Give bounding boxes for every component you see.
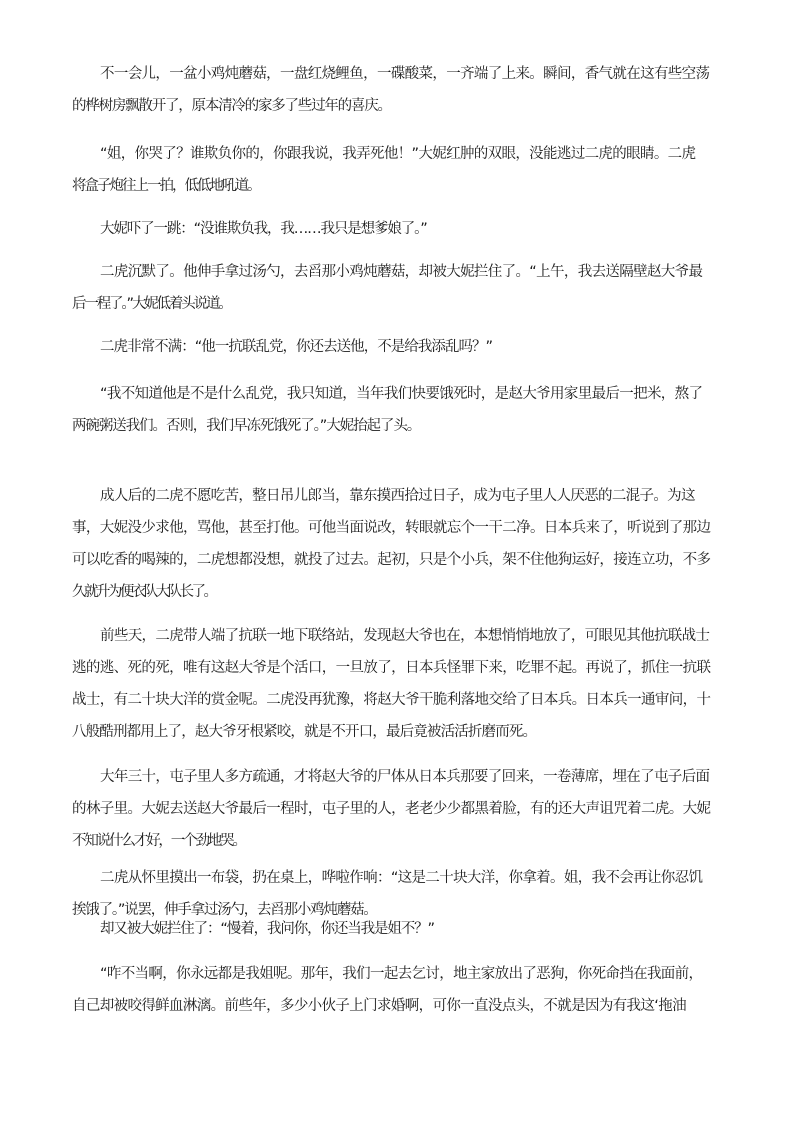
paragraph-line: 不一会儿，一盆小鸡炖蘑菇，一盘红烧鲤鱼，一碟酸菜，一齐端了上来。瞬间，香气就在这有些空荡 bbox=[100, 66, 710, 82]
paragraph-line: 成人后的二虎不愿吃苦，整日吊儿郎当，靠东摸西拾过日子，成为屯子里人人厌恶的二混子。为这 bbox=[100, 488, 695, 504]
paragraph-2 bbox=[72, 138, 712, 202]
paragraph-4 bbox=[72, 256, 712, 320]
paragraph-8 bbox=[72, 620, 712, 748]
paragraph-11 bbox=[100, 913, 712, 945]
paragraph-6 bbox=[72, 378, 712, 442]
paragraph-line: 后一程了。”大妮低着头说道。 bbox=[72, 296, 231, 312]
paragraph-line: 的桦树房飘散开了，原本清冷的家多了些过年的喜庆。 bbox=[72, 98, 391, 114]
paragraph-line: 逃的逃、死的死，唯有这赵大爷是个活口，一旦放了，日本兵怪罪下来，吃罪不起。再说了，抓住一抗联 bbox=[72, 660, 711, 676]
paragraph-5 bbox=[100, 331, 712, 363]
paragraph-line: 不知说什么才好，一个劲地哭。 bbox=[72, 833, 245, 849]
paragraph-line: 战士，有二十块大洋的赏金呢。二虎没再犹豫，将赵大爷干脆利落地交给了日本兵。日本兵一通审问，十 bbox=[72, 692, 711, 708]
paragraph-line: 自己却被咬得鲜血淋漓。前些年，多少小伙子上门求婚啊，可你一直没点头，不就是因为有我这‘拖油 bbox=[72, 998, 686, 1014]
paragraph-3 bbox=[100, 213, 712, 245]
paragraph-9 bbox=[72, 761, 712, 857]
paragraph-line: 事，大妮没少求他，骂他，甚至打他。可他当面说改，转眼就忘个一干二净。日本兵来了，听说到了那边 bbox=[72, 520, 711, 536]
paragraph-line: “我不知道他是不是什么乱党，我只知道，当年我们快要饿死时，是赵大爷用家里最后一把米，熬了 bbox=[100, 386, 703, 402]
paragraph-line: 大妮吓了一跳：“没谁欺负我，我……我只是想爹娘了。” bbox=[100, 221, 427, 237]
paragraph-line: 二虎非常不满：“他一抗联乱党，你还去送他，不是给我添乱吗？” bbox=[100, 339, 493, 355]
paragraph-line: 将盒子炮往上一拍，低低地吼道。 bbox=[72, 178, 260, 194]
paragraph-line: 两碗粥送我们。否则，我们早冻死饿死了。”大妮抬起了头。 bbox=[72, 418, 421, 434]
paragraph-line: 前些天，二虎带人端了抗联一地下联络站，发现赵大爷也在，本想悄悄地放了，可眼见其他抗联战士 bbox=[100, 628, 710, 644]
paragraph-7 bbox=[72, 480, 712, 608]
paragraph-line: “姐，你哭了？谁欺负你的，你跟我说，我弄死他！”大妮红肿的双眼，没能逃过二虎的眼睛。二虎 bbox=[100, 146, 696, 162]
paragraph-1 bbox=[72, 58, 712, 122]
paragraph-line: 可以吃香的喝辣的，二虎想都没想，就投了过去。起初，只是个小兵，架不住他狗运好，接连立功，不多 bbox=[72, 552, 711, 568]
paragraph-12 bbox=[72, 958, 712, 1022]
paragraph-line: 却又被大妮拦住了：“慢着，我问你，你还当我是姐不？” bbox=[100, 921, 434, 937]
paragraph-line: 久就升为便衣队大队长了。 bbox=[72, 584, 216, 600]
paragraph-line: 大年三十，屯子里人多方疏通，才将赵大爷的尸体从日本兵那要了回来，一卷薄席，埋在了屯子后面 bbox=[100, 769, 710, 785]
paragraph-line: 的林子里。大妮去送赵大爷最后一程时，屯子里的人，老老少少都黑着脸，有的还大声诅咒着二虎。大妮 bbox=[72, 801, 711, 817]
paragraph-line: 挨饿了。”说罢，伸手拿过汤勺，去舀那小鸡炖蘑菇。 bbox=[72, 902, 377, 918]
paragraph-line: 二虎从怀里摸出一布袋，扔在桌上，哗啦作响：“这是二十块大洋，你拿着。姐，我不会再让你忍饥 bbox=[100, 870, 703, 886]
paragraph-line: 八般酷刑都用上了，赵大爷牙根紧咬，就是不开口，最后竟被活活折磨而死。 bbox=[72, 724, 537, 740]
paragraph-line: 二虎沉默了。他伸手拿过汤勺，去舀那小鸡炖蘑菇，却被大妮拦住了。“上午，我去送隔壁赵大爷最 bbox=[100, 264, 703, 280]
paragraph-line: “咋不当啊，你永远都是我姐呢。那年，我们一起去乞讨，地主家放出了恶狗，你死命挡在我面前， bbox=[100, 966, 703, 982]
